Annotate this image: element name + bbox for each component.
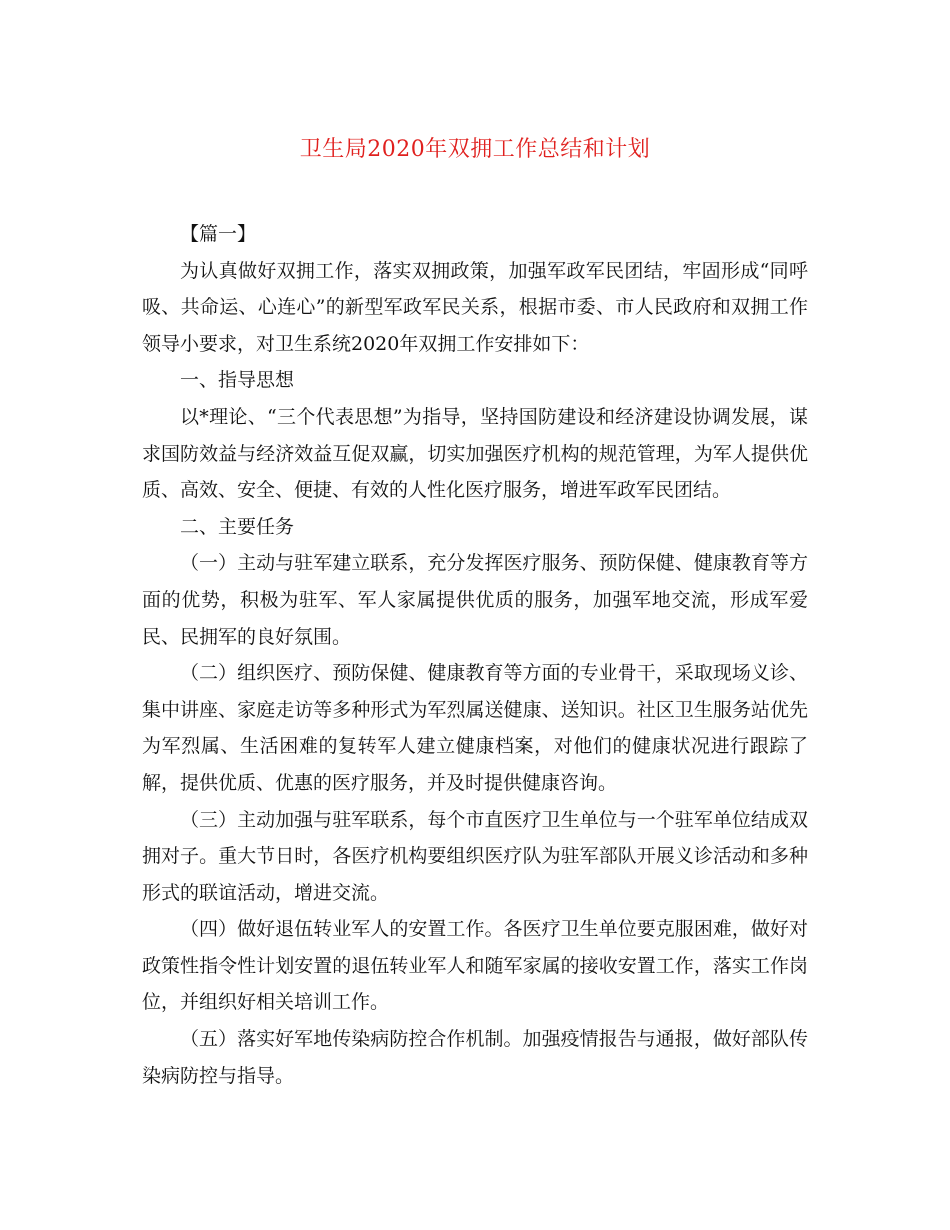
task-item-1: （一）主动与驻军建立联系，充分发挥医疗服务、预防保健、健康教育等方面的优势，积极为驻军、军人家属提供优质的服务，加强军地交流，形成军爱民、民拥军的良好氛围。 [142,552,808,648]
document-body [142,216,808,1094]
section-marker: 【篇一】 [180,223,257,245]
intro-paragraph: 为认真做好双拥工作，落实双拥政策，加强军政军民团结，牢固形成“同呼吸、共命运、心连心”的新型军政军民关系，根据市委、市人民政府和双拥工作领导小要求，对卫生系统2020年双拥工作安排如下： [142,259,808,355]
task-item-2: （二）组织医疗、预防保健、健康教育等方面的专业骨干，采取现场义诊、集中讲座、家庭走访等多种形式为军烈属送健康、送知识。社区卫生服务站优先为军烈属、生活困难的复转军人建立健康档案，对他们的健康状况进行跟踪了解，提供优质、优惠的医疗服务，并及时提供健康咨询。 [142,662,808,794]
task-item-5: （五）落实好军地传染病防控合作机制。加强疫情报告与通报，做好部队传染病防控与指导。 [142,1028,808,1087]
section-heading-main-tasks: 二、主要任务 [180,515,295,538]
task-item-4: （四）做好退伍转业军人的安置工作。各医疗卫生单位要克服困难，做好对政策性指令性计划安置的退伍转业军人和随军家属的接收安置工作，落实工作岗位，并组织好相关培训工作。 [142,918,808,1014]
task-item-3: （三）主动加强与驻军联系，每个市直医疗卫生单位与一个驻军单位结成双拥对子。重大节日时，各医疗机构要组织医疗队为驻军部队开展义诊活动和多种形式的联谊活动，增进交流。 [142,808,808,904]
guiding-thought-paragraph: 以*理论、“三个代表思想”为指导，坚持国防建设和经济建设协调发展，谋求国防效益与经济效益互促双赢，切实加强医疗机构的规范管理，为军人提供优质、高效、安全、便捷、有效的人性化医疗服务，增进军政军民团结。 [142,405,808,502]
document-title: 卫生局2020年双拥工作总结和计划 [299,137,651,162]
section-heading-guiding-thought: 一、指导思想 [180,369,295,392]
